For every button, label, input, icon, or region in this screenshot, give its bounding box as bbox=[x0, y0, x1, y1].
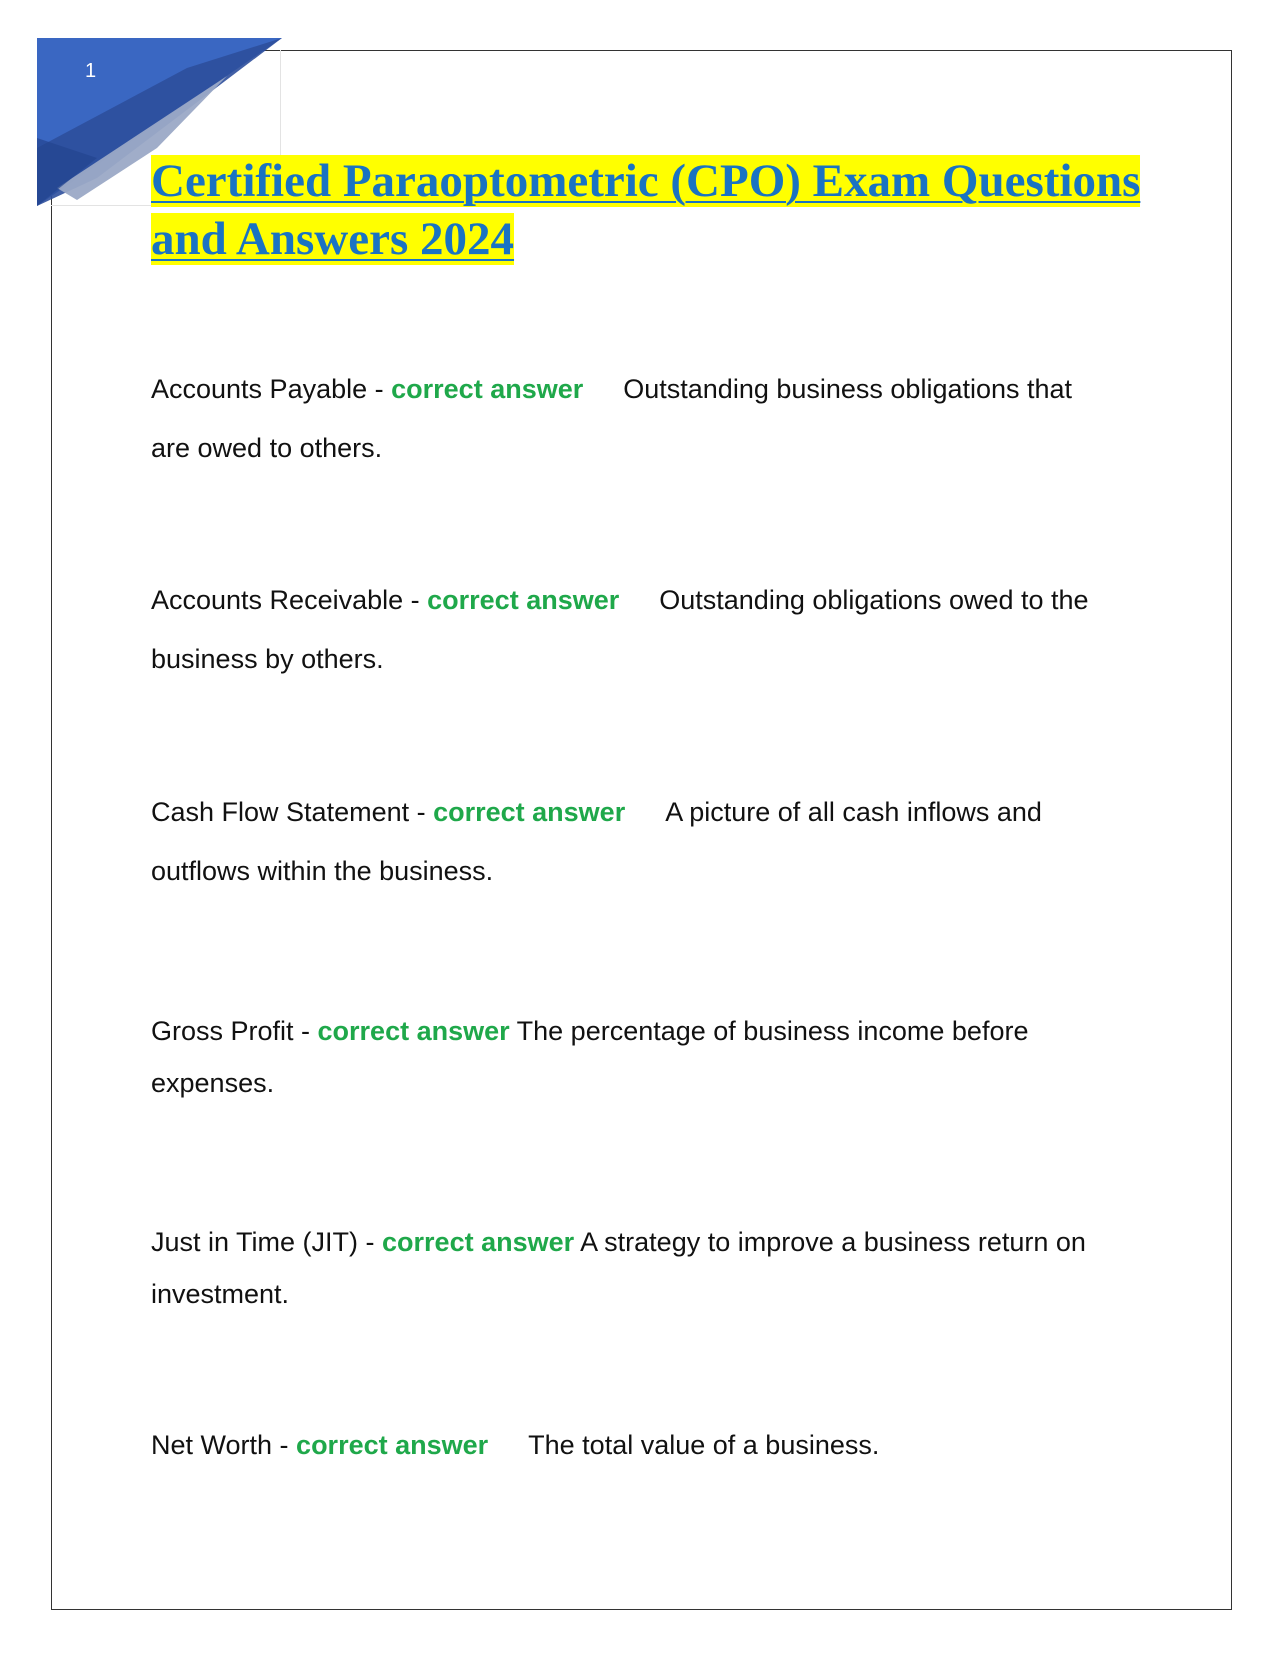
entry-separator: - bbox=[403, 585, 428, 615]
correct-answer-label: correct answer bbox=[427, 585, 620, 615]
qa-entry-cash-flow-statement bbox=[151, 783, 1111, 901]
entry-term: Net Worth bbox=[151, 1430, 273, 1460]
entry-definition: The percentage of business income before expenses. bbox=[151, 1016, 1029, 1098]
document-title-text: Certified Paraoptometric (CPO) Exam Questions and Answers 2024 bbox=[151, 155, 1141, 265]
entry-separator: - bbox=[409, 797, 434, 827]
qa-entry-net-worth bbox=[151, 1416, 1111, 1475]
entry-definition: The total value of a business. bbox=[528, 1430, 880, 1460]
entry-definition: Outstanding obligations owed to the business by others. bbox=[151, 585, 1089, 674]
correct-answer-label: correct answer bbox=[296, 1430, 489, 1460]
correct-answer-label: correct answer bbox=[433, 797, 626, 827]
entry-separator: - bbox=[293, 1016, 318, 1046]
entry-separator: - bbox=[272, 1430, 297, 1460]
entry-term: Just in Time (JIT) bbox=[151, 1227, 359, 1257]
page-number: 1 bbox=[85, 60, 97, 82]
entry-separator: - bbox=[358, 1227, 383, 1257]
entry-definition: A strategy to improve a business return on investment. bbox=[151, 1227, 1086, 1309]
entry-definition: A picture of all cash inflows and outflows within the business. bbox=[151, 797, 1042, 886]
entry-definition: Outstanding business obligations that are owed to others. bbox=[151, 374, 1073, 463]
correct-answer-label: correct answer bbox=[382, 1227, 575, 1257]
qa-entry-just-in-time bbox=[151, 1216, 1111, 1320]
entry-separator: - bbox=[367, 374, 392, 404]
correct-answer-label: correct answer bbox=[317, 1016, 510, 1046]
entry-term: Accounts Receivable bbox=[151, 585, 404, 615]
qa-entry-accounts-payable bbox=[151, 360, 1111, 478]
correct-answer-label: correct answer bbox=[391, 374, 584, 404]
entry-term: Accounts Payable bbox=[151, 374, 368, 404]
entry-term: Cash Flow Statement bbox=[151, 797, 410, 827]
qa-entry-gross-profit bbox=[151, 1005, 1111, 1109]
entry-term: Gross Profit bbox=[151, 1016, 294, 1046]
document-title bbox=[151, 152, 1151, 268]
qa-entry-accounts-receivable bbox=[151, 571, 1111, 689]
